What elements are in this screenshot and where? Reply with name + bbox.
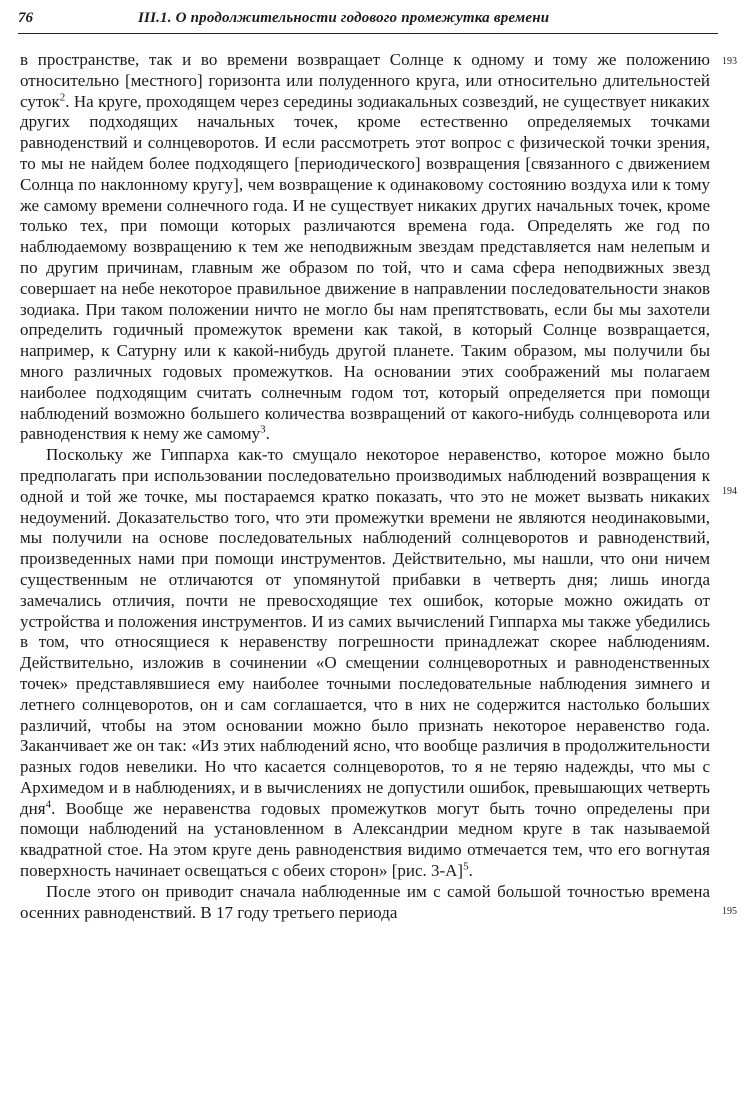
- paragraph-3-part-a: После этого он приводит сначала наблюденные им с самой большой точностью времена осенних равноденствий. В 17 году третьего периода: [20, 881, 710, 922]
- running-head: [18, 6, 718, 30]
- margin-number-194: 194: [722, 486, 737, 497]
- page-number: 76: [18, 10, 33, 26]
- paragraph-2-part-a: Поскольку же Гиппарха как-то смущало некоторое неравенство, которое можно было предполагать при использовании последовательно производимых наблюдений возвращения к одной и той же точке, мы постараемся кратко показать, что это не может вызвать никаких недоумений. Доказательство того, что эти промежутки времени не являются неодинаковыми, мы получили на основе последовательных наблюдений солнцеворотов и равноденствий, произведенных нами при помощи инструментов. Действительно, мы нашли, что они ничем существенным не отличаются от упомянутой прибавки в четверть дня; лишь иногда замечались отличия, почти не превосходящие тех ошибок, которые можно ожидать от устройства и положения инструментов. И из самих вычислений Гиппарха мы также убедились в том, что относящиеся к неравенству погрешности принадлежат скорее наблюдениям. Действительно, изложив в сочинении «О смещении солнцеворотных и равноденственных точек» представлявшиеся ему наиболее точными последовательные наблюдения зимнего и летнего солнцеворотов, он и сам соглашается, что в них не содержится настолько больших различий, чтобы на этом основании можно было признать некоторое неравенство года. Заканчивает же он так: «Из этих наблюдений ясно, что вообще различия в продолжительности разных годов невелики. Но что касается солнцеворотов, то я не теряю надежды, что мы с Архимедом и в наблюдениях, и в вычислениях не допустили ошибок, превышающих четверть дня: [20, 445, 710, 818]
- header-rule: [18, 33, 718, 34]
- footnote-ref-4: 4: [45, 798, 52, 811]
- footnote-ref-2: 2: [59, 90, 66, 103]
- chapter-title: III.1. О продолжительности годового промежутка времени: [138, 10, 550, 26]
- margin-number-193: 193: [722, 56, 737, 67]
- body-text: [20, 50, 710, 923]
- paragraph-2-part-c: .: [468, 861, 473, 881]
- paragraph-2-part-b: . Вообще же неравенства годовых промежутков могут быть точно определены при помощи наблюдений на установленном в Александрии медном круге в так называемой квадратной стое. На этом круге день равноденствия видимо отмечается тем, что его вогнутая поверхность начинает освещаться с обеих сторон» [рис. 3-А]: [20, 798, 710, 881]
- paragraph-1-part-a: в пространстве, так и во времени возвращает Солнце к одному и тому же положению относительно [местного] горизонта или полуденного круга, или относительно длительностей суток: [20, 50, 710, 111]
- paragraph-3: [20, 882, 710, 924]
- paragraph-1-part-b: . На круге, проходящем через середины зодиакальных созвездий, не существует никаких других подходящих начальных точек, кроме естественно определяемых точками равноденствий и солнцеворотов. И если рассмотреть этот вопрос с физической точки зрения, то мы не найдем более подходящего [периодического] возвращения [связанного с движением Солнца по наклонному кругу], чем возвращение к одинаковому состоянию воздуха или к тому же самому времени солнечного года. И не существует никаких других начальных точек, кроме только тех, при помощи которых различаются времена года. Определять же год по наблюдаемому возвращению к тем же неподвижным звездам представляется нам нелепым и по другим причинам, главным же образом по той, что и сама сфера неподвижных звезд совершает на небе некоторое правильное движение в направлении последовательности знаков зодиака. При таком положении ничто не могло бы нам препятствовать, если бы мы захотели определить годичный промежуток времени как такой, в который Солнце возвращается, например, к Сатурну или к какой-нибудь другой планете. Таким образом, мы получили бы много различных годовых промежутков. На основании этих соображений мы полагаем наиболее подходящим считать солнечным годом тот, который определяется при помощи наблюдений возможно большего количества возвращений от какого-нибудь солнцеворота или равноденствия к нему же самому: [20, 91, 710, 444]
- paragraph-1: [20, 50, 710, 445]
- footnote-ref-3: 3: [260, 423, 266, 436]
- paragraph-2: [20, 445, 710, 882]
- footnote-ref-5: 5: [463, 860, 469, 873]
- paragraph-1-part-c: .: [265, 424, 270, 444]
- margin-number-195: 195: [722, 906, 737, 917]
